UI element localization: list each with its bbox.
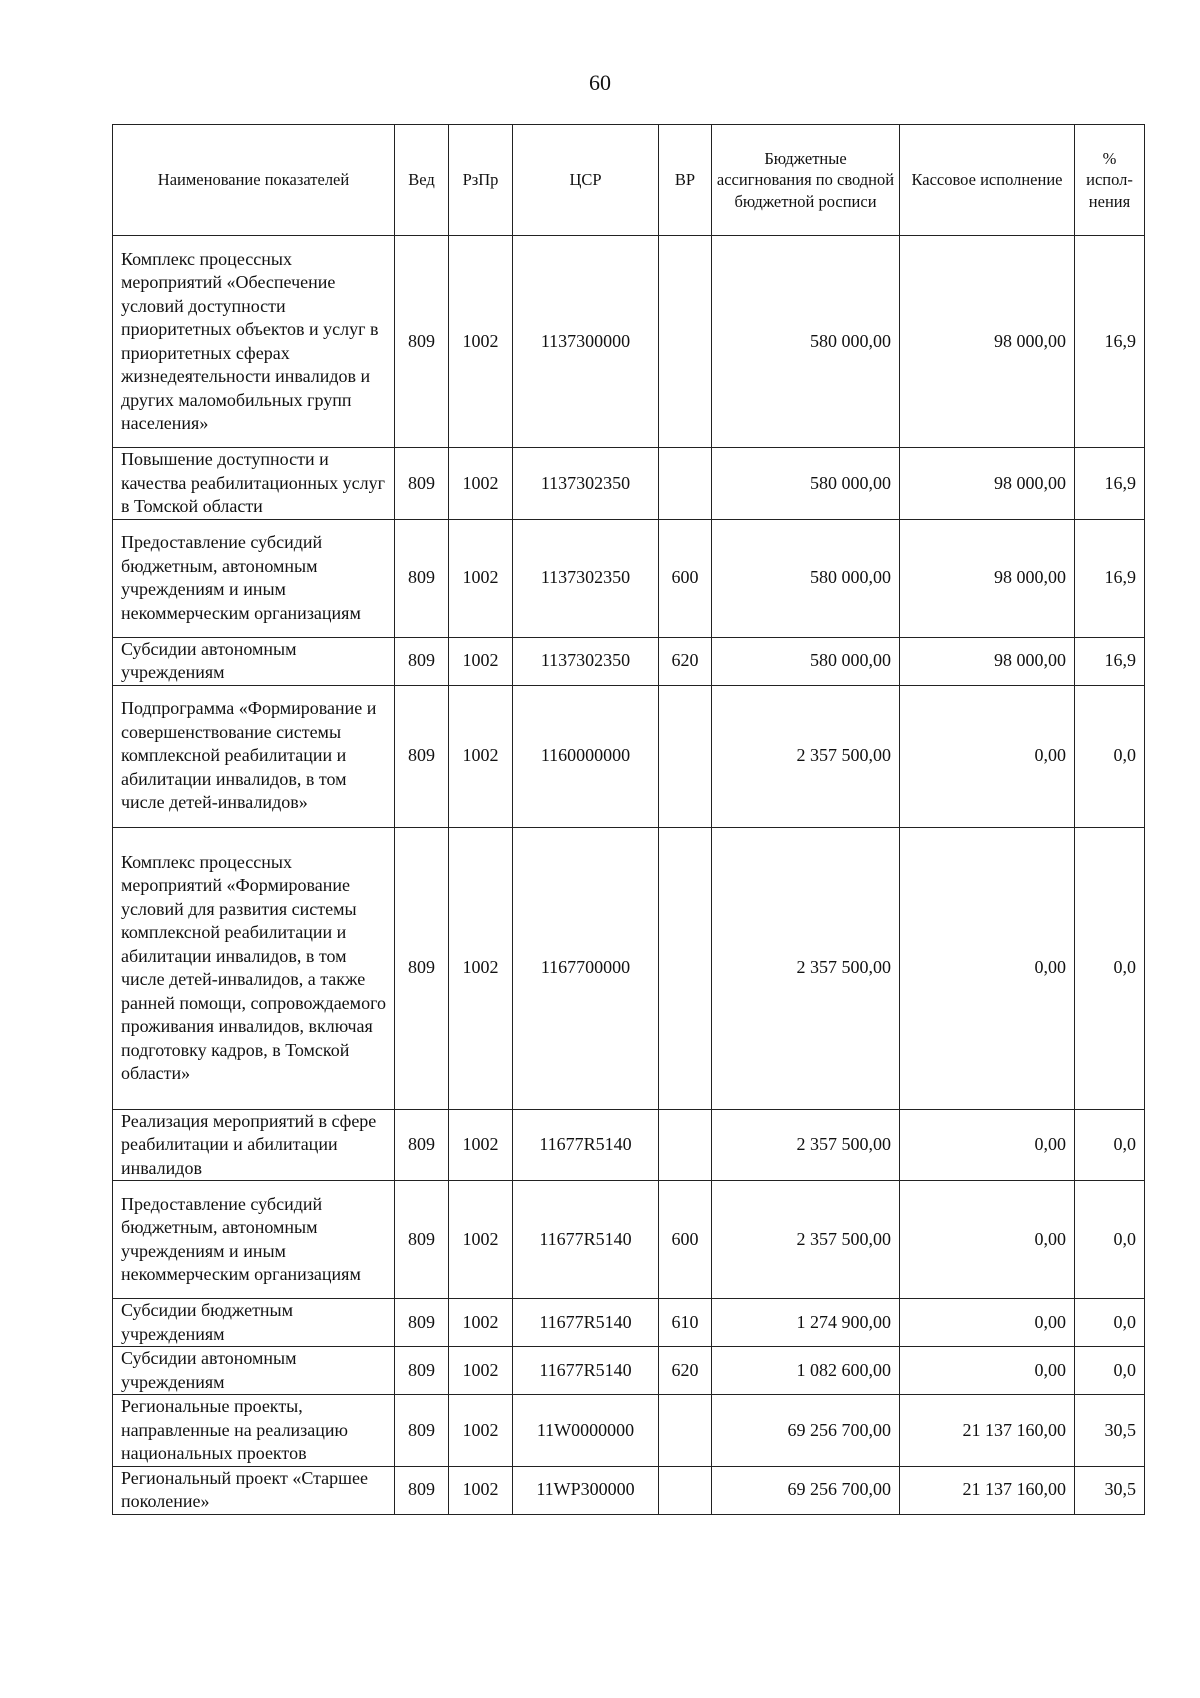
table-row [113,685,1145,827]
header-cash-execution: Кассовое исполнение [900,125,1075,236]
page-number: 60 [589,70,611,95]
cell-name: Повышение доступности и качества реабилитационных услуг в Томской области [113,448,395,520]
cell-csr: 11677R5140 [513,1347,659,1395]
cell-csr: 1167700000 [513,827,659,1109]
cell-rzpr: 1002 [449,1395,513,1467]
cell-csr: 1137302350 [513,448,659,520]
cell-cash-execution: 0,00 [900,1181,1075,1299]
cell-cash-execution: 0,00 [900,827,1075,1109]
table-row [113,448,1145,520]
cell-cash-execution: 21 137 160,00 [900,1395,1075,1467]
table-row [113,1466,1145,1514]
cell-name: Предоставление субсидий бюджетным, автономным учреждениям и иным некоммерческим организациям [113,1181,395,1299]
cell-vr [659,448,712,520]
cell-csr: 1160000000 [513,685,659,827]
cell-name: Подпрограмма «Формирование и совершенствование системы комплексной реабилитации и абилитации инвалидов, в том числе детей-инвалидов» [113,685,395,827]
cell-vr: 620 [659,1347,712,1395]
cell-csr: 11W0000000 [513,1395,659,1467]
cell-cash-execution: 98 000,00 [900,236,1075,448]
cell-assignments: 69 256 700,00 [712,1466,900,1514]
cell-vr: 620 [659,637,712,685]
cell-assignments: 2 357 500,00 [712,827,900,1109]
table-row [113,827,1145,1109]
budget-table [112,124,1145,1515]
cell-ved: 809 [395,1299,449,1347]
cell-rzpr: 1002 [449,236,513,448]
cell-assignments: 580 000,00 [712,519,900,637]
cell-ved: 809 [395,685,449,827]
cell-assignments: 2 357 500,00 [712,1181,900,1299]
cell-assignments: 69 256 700,00 [712,1395,900,1467]
cell-ved: 809 [395,827,449,1109]
cell-ved: 809 [395,1395,449,1467]
header-csr: ЦСР [513,125,659,236]
cell-rzpr: 1002 [449,1181,513,1299]
cell-name: Региональный проект «Старшее поколение» [113,1466,395,1514]
table-row [113,519,1145,637]
cell-cash-execution: 98 000,00 [900,519,1075,637]
cell-cash-execution: 0,00 [900,685,1075,827]
cell-assignments: 2 357 500,00 [712,1109,900,1181]
cell-rzpr: 1002 [449,1347,513,1395]
cell-ved: 809 [395,448,449,520]
cell-rzpr: 1002 [449,637,513,685]
cell-percent-execution: 16,9 [1075,637,1145,685]
cell-ved: 809 [395,1466,449,1514]
cell-cash-execution: 0,00 [900,1347,1075,1395]
cell-rzpr: 1002 [449,685,513,827]
cell-vr [659,685,712,827]
header-ved: Вед [395,125,449,236]
table-row [113,1299,1145,1347]
cell-ved: 809 [395,1347,449,1395]
cell-rzpr: 1002 [449,1299,513,1347]
cell-vr [659,1466,712,1514]
header-vr: ВР [659,125,712,236]
cell-assignments: 580 000,00 [712,448,900,520]
cell-percent-execution: 30,5 [1075,1466,1145,1514]
cell-ved: 809 [395,1109,449,1181]
cell-rzpr: 1002 [449,448,513,520]
table-row [113,1347,1145,1395]
header-row [113,125,1145,236]
table-row [113,1109,1145,1181]
cell-percent-execution: 30,5 [1075,1395,1145,1467]
table-row [113,637,1145,685]
cell-csr: 1137300000 [513,236,659,448]
cell-ved: 809 [395,236,449,448]
header-name: Наименование показателей [113,125,395,236]
cell-percent-execution: 0,0 [1075,1109,1145,1181]
cell-name: Комплекс процессных мероприятий «Обеспечение условий доступности приоритетных объектов и услуг в приоритетных сферах жизнедеятельности инвалидов и других маломобильных групп населения» [113,236,395,448]
cell-percent-execution: 0,0 [1075,685,1145,827]
cell-vr [659,1109,712,1181]
cell-vr: 600 [659,519,712,637]
cell-rzpr: 1002 [449,1466,513,1514]
cell-csr: 11677R5140 [513,1299,659,1347]
header-percent-execution: % испол-нения [1075,125,1145,236]
cell-assignments: 580 000,00 [712,236,900,448]
cell-cash-execution: 0,00 [900,1109,1075,1181]
cell-percent-execution: 0,0 [1075,1347,1145,1395]
cell-name: Комплекс процессных мероприятий «Формирование условий для развития системы комплексной реабилитации и абилитации инвалидов, в том числе детей-инвалидов, а также ранней помощи, сопровождаемого проживания инвалидов, включая подготовку кадров, в Томской области» [113,827,395,1109]
cell-assignments: 1 082 600,00 [712,1347,900,1395]
table-row [113,1181,1145,1299]
table-row [113,236,1145,448]
cell-percent-execution: 0,0 [1075,1299,1145,1347]
table-row [113,1395,1145,1467]
cell-percent-execution: 16,9 [1075,236,1145,448]
cell-name: Субсидии автономным учреждениям [113,637,395,685]
cell-csr: 11WP300000 [513,1466,659,1514]
cell-vr: 610 [659,1299,712,1347]
cell-cash-execution: 98 000,00 [900,448,1075,520]
cell-ved: 809 [395,637,449,685]
cell-rzpr: 1002 [449,1109,513,1181]
cell-vr [659,236,712,448]
cell-csr: 11677R5140 [513,1181,659,1299]
cell-percent-execution: 0,0 [1075,827,1145,1109]
cell-rzpr: 1002 [449,827,513,1109]
cell-name: Субсидии автономным учреждениям [113,1347,395,1395]
cell-vr: 600 [659,1181,712,1299]
cell-assignments: 580 000,00 [712,637,900,685]
cell-name: Субсидии бюджетным учреждениям [113,1299,395,1347]
header-assignments: Бюджетные ассигнования по сводной бюджетной росписи [712,125,900,236]
cell-csr: 1137302350 [513,519,659,637]
cell-vr [659,827,712,1109]
cell-name: Предоставление субсидий бюджетным, автономным учреждениям и иным некоммерческим организациям [113,519,395,637]
cell-cash-execution: 0,00 [900,1299,1075,1347]
cell-cash-execution: 98 000,00 [900,637,1075,685]
cell-cash-execution: 21 137 160,00 [900,1466,1075,1514]
cell-vr [659,1395,712,1467]
cell-percent-execution: 16,9 [1075,519,1145,637]
cell-percent-execution: 0,0 [1075,1181,1145,1299]
cell-assignments: 1 274 900,00 [712,1299,900,1347]
cell-rzpr: 1002 [449,519,513,637]
cell-percent-execution: 16,9 [1075,448,1145,520]
cell-name: Реализация мероприятий в сфере реабилитации и абилитации инвалидов [113,1109,395,1181]
cell-csr: 1137302350 [513,637,659,685]
cell-csr: 11677R5140 [513,1109,659,1181]
header-rzpr: РзПр [449,125,513,236]
cell-ved: 809 [395,519,449,637]
cell-ved: 809 [395,1181,449,1299]
cell-name: Региональные проекты, направленные на реализацию национальных проектов [113,1395,395,1467]
cell-assignments: 2 357 500,00 [712,685,900,827]
